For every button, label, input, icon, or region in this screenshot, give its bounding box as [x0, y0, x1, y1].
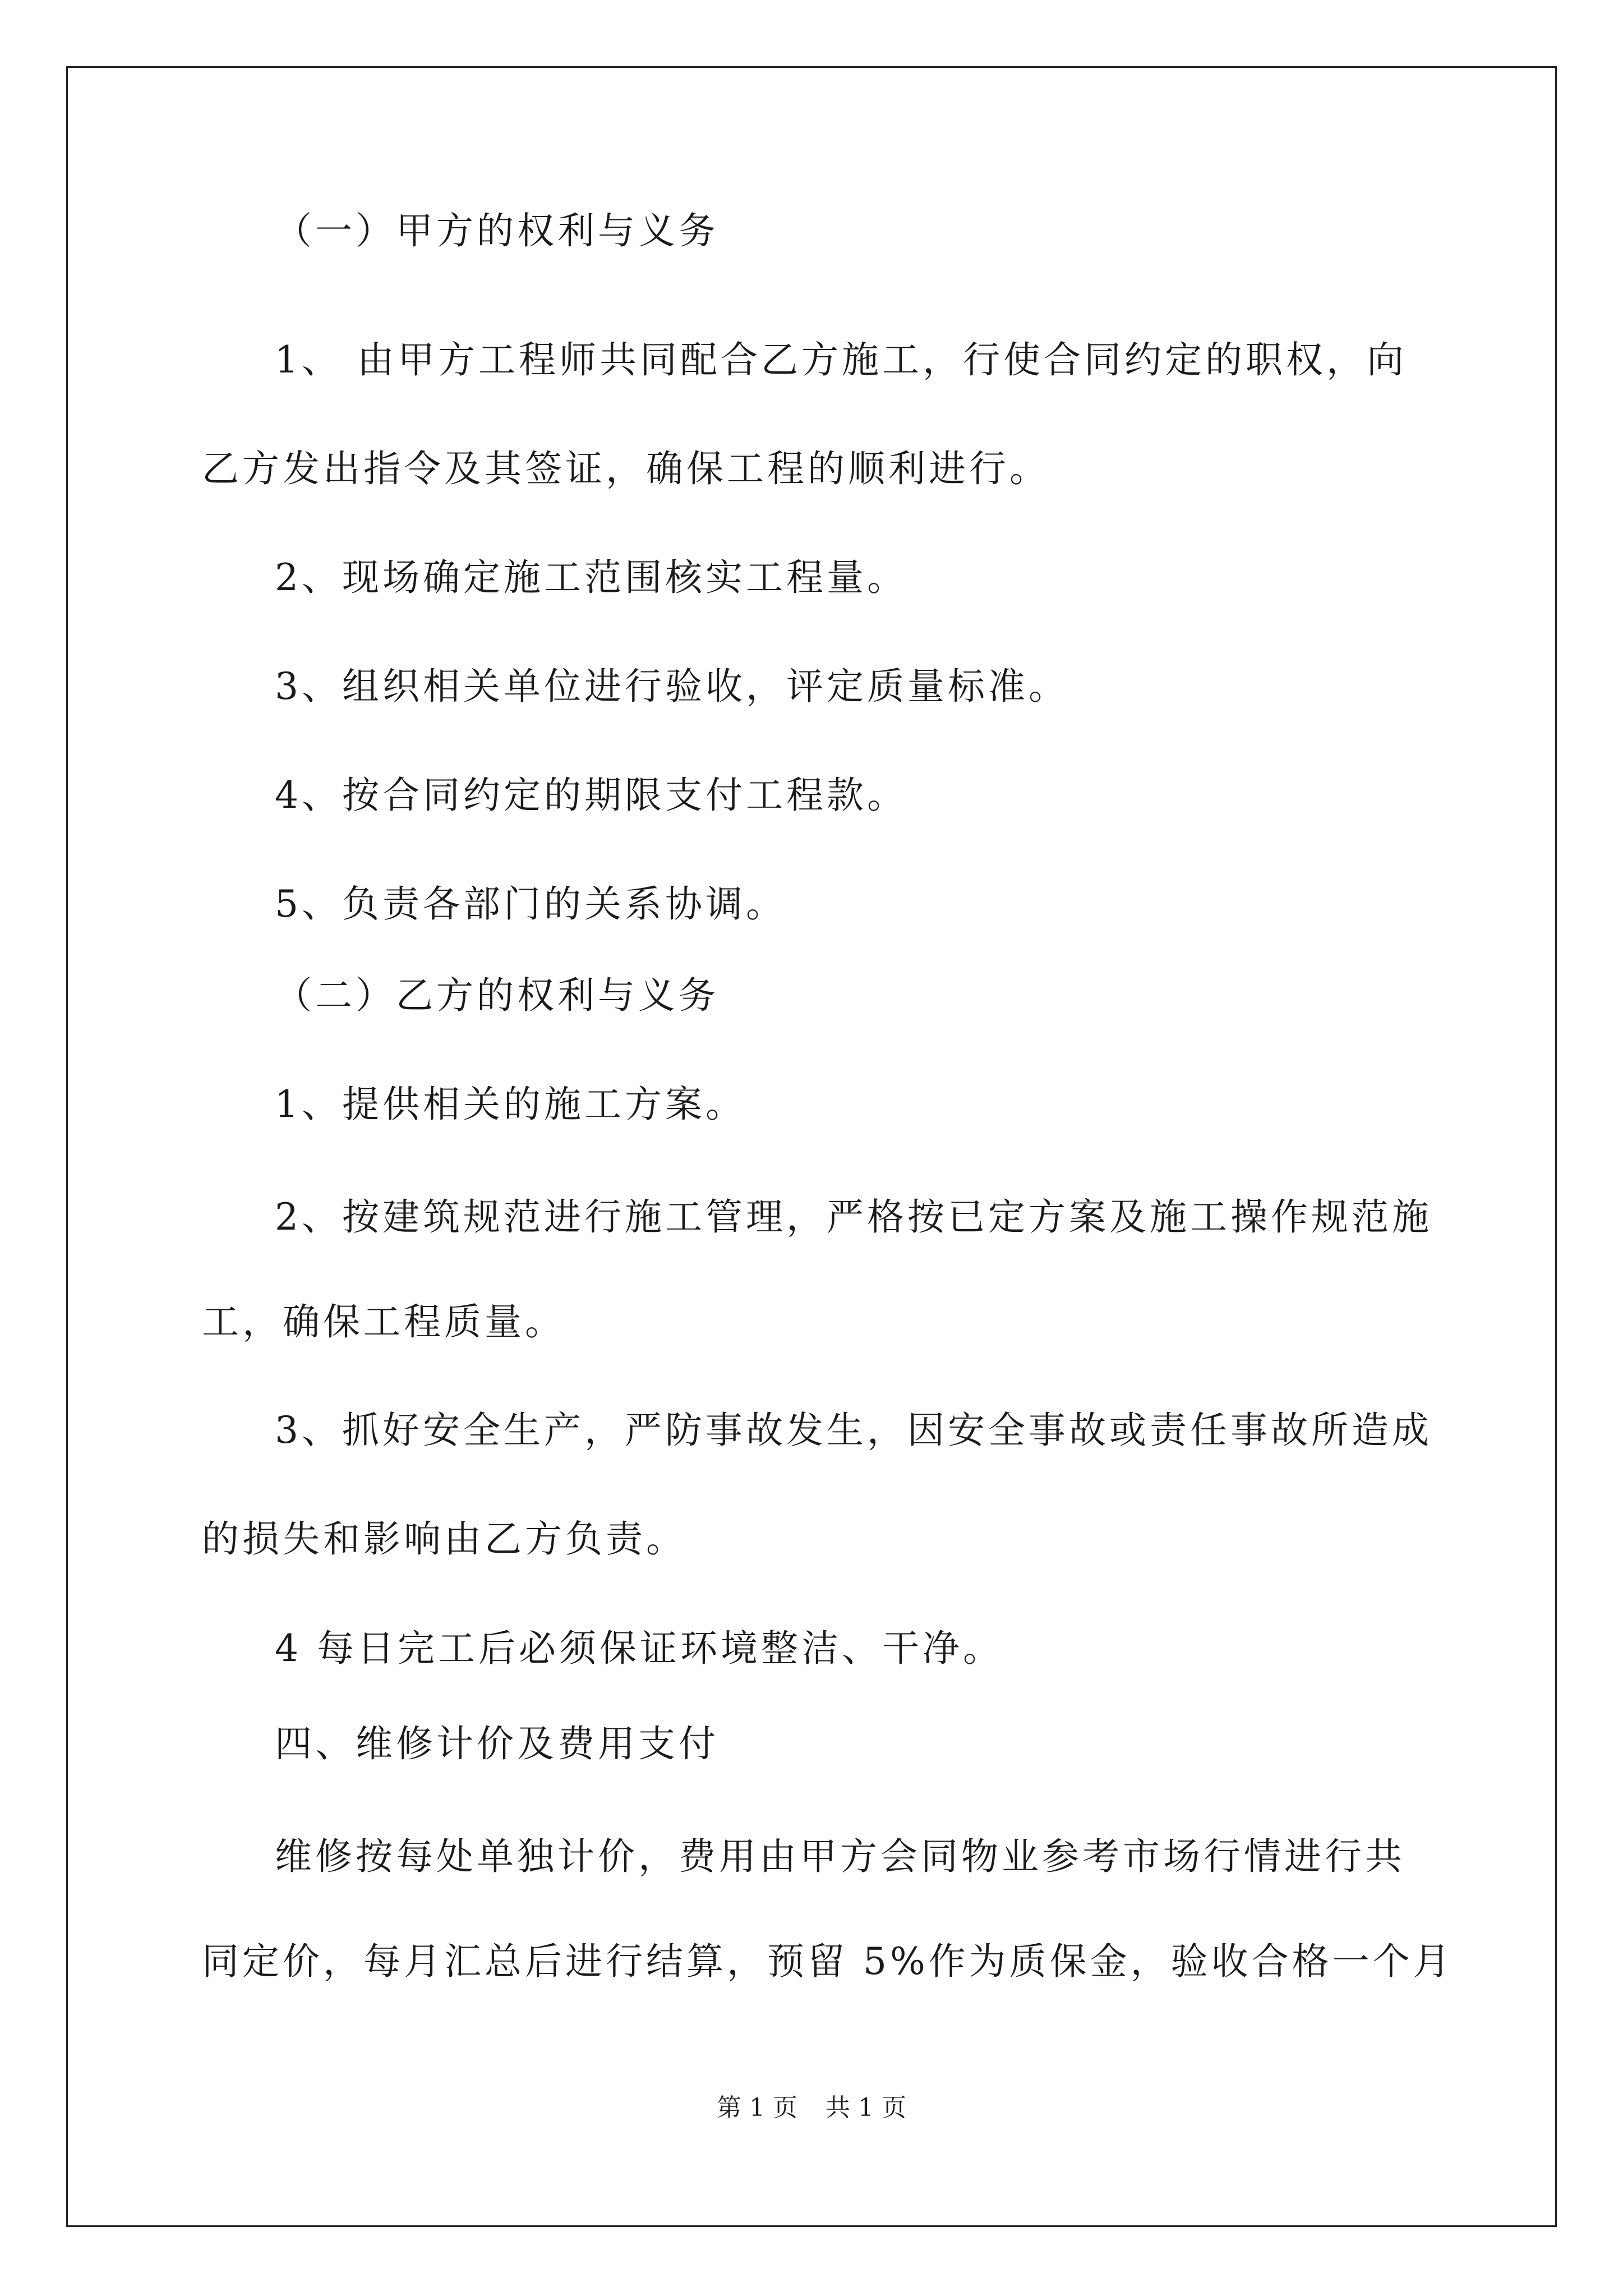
- section-heading-pricing: 四、维修计价及费用支付: [275, 1722, 719, 1765]
- paragraph-line: 维修按每处单独计价，费用由甲方会同物业参考市场行情进行共: [275, 1835, 1405, 1878]
- paragraph-line: 3、组织相关单位进行验收，评定质量标准。: [275, 665, 1069, 708]
- paragraph-line: 乙方发出指令及其签证，确保工程的顺利进行。: [202, 447, 1050, 490]
- paragraph-line: 2、现场确定施工范围核实工程量。: [275, 556, 907, 599]
- paragraph-line: 5、负责各部门的关系协调。: [275, 882, 786, 926]
- paragraph-line: 3、抓好安全生产，严防事故发生，因安全事故或责任事故所造成: [275, 1409, 1432, 1452]
- paragraph-line: 工，确保工程质量。: [202, 1300, 565, 1343]
- section-heading-party-a: （一）甲方的权利与义务: [275, 209, 719, 252]
- page-border: [66, 66, 1557, 2227]
- paragraph-line: 1、 由甲方工程师共同配合乙方施工，行使合同约定的职权，向: [275, 338, 1407, 381]
- paragraph-line: 的损失和影响由乙方负责。: [202, 1517, 686, 1561]
- page-number: 第 1 页: [717, 2093, 797, 2122]
- page-footer: [0, 2091, 1623, 2125]
- paragraph-line: 2、按建筑规范进行施工管理，严格按已定方案及施工操作规范施: [275, 1195, 1432, 1239]
- page-total: 共 1 页: [826, 2093, 906, 2122]
- paragraph-line: 4、按合同约定的期限支付工程款。: [275, 774, 907, 817]
- paragraph-line: 4 每日完工后必须保证环境整洁、干净。: [275, 1627, 1003, 1670]
- paragraph-line: 1、提供相关的施工方案。: [275, 1083, 746, 1126]
- section-heading-party-b: （二）乙方的权利与义务: [275, 974, 719, 1017]
- paragraph-line: 同定价，每月汇总后进行结算，预留 5%作为质保金，验收合格一个月: [202, 1940, 1454, 1983]
